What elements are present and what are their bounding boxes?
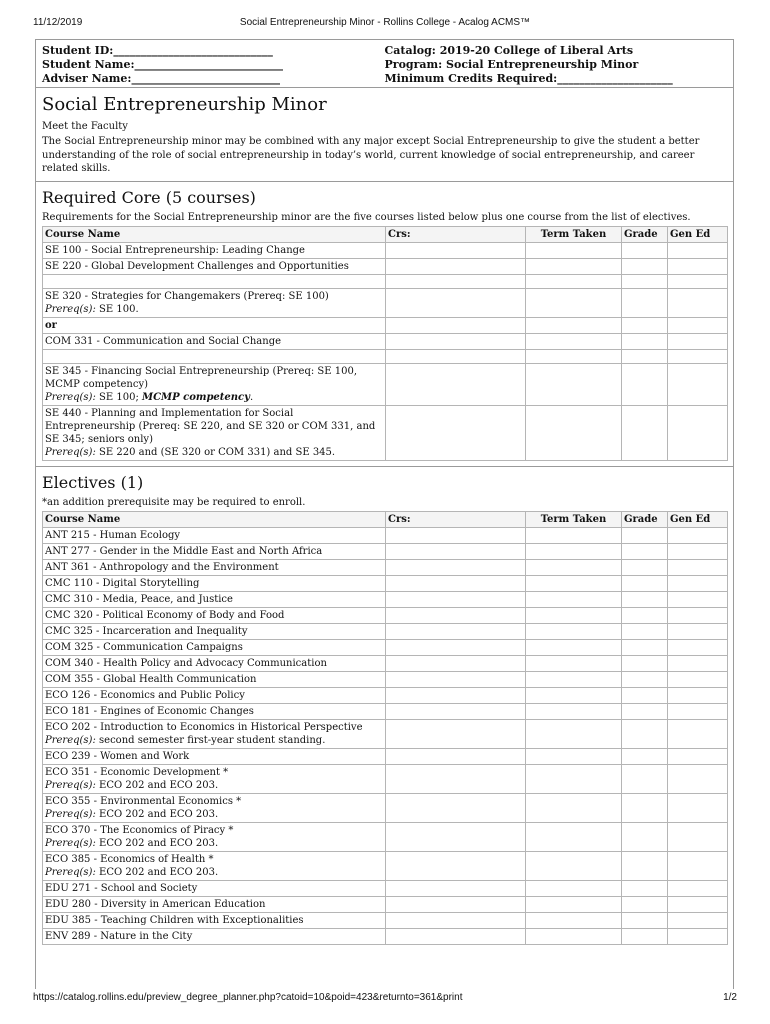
prereq-text: SE 220 and (SE 320 or COM 331) and SE 345. <box>95 446 336 458</box>
term-cell[interactable] <box>526 639 622 655</box>
course-cell-se-320 <box>43 288 386 317</box>
or-label: or <box>43 317 386 333</box>
table-row <box>43 671 728 687</box>
grade-cell[interactable] <box>622 671 668 687</box>
table-row <box>43 822 728 851</box>
prereq-line <box>45 779 379 792</box>
grade-cell[interactable] <box>622 655 668 671</box>
course-link[interactable]: EDU 385 - Teaching Children with Exceptionalities <box>45 914 304 926</box>
required-core-note: Requirements for the Social Entrepreneurship minor are the five courses listed below plus one course from the list of electives. <box>42 211 691 223</box>
or-row <box>43 317 728 333</box>
credits-cell[interactable] <box>386 623 526 639</box>
grade-cell[interactable] <box>622 639 668 655</box>
course-link-com-331[interactable]: COM 331 - Communication and Social Change <box>43 333 386 349</box>
course-link[interactable]: CMC 110 - Digital Storytelling <box>45 577 200 589</box>
print-date: 11/12/2019 <box>33 17 83 28</box>
term-cell[interactable] <box>526 764 622 793</box>
gened-cell[interactable] <box>668 288 728 317</box>
grade-cell[interactable] <box>622 288 668 317</box>
table-header-row <box>43 226 728 242</box>
col-gen-ed: Gen Ed <box>668 226 728 242</box>
table-row <box>43 623 728 639</box>
required-core-title: Required Core (5 courses) <box>42 187 256 207</box>
table-row <box>43 687 728 703</box>
table-row <box>43 363 728 405</box>
electives-note: *an addition prerequisite may be required to enroll. <box>42 496 306 508</box>
credits-cell[interactable] <box>386 242 526 258</box>
required-core-table <box>42 226 728 461</box>
table-row <box>43 559 728 575</box>
term-cell[interactable] <box>526 671 622 687</box>
gened-cell[interactable] <box>668 719 728 748</box>
spacer-cell <box>622 317 668 333</box>
course-link[interactable]: EDU 271 - School and Society <box>45 882 198 894</box>
gened-cell[interactable] <box>668 655 728 671</box>
course-link[interactable]: COM 325 - Communication Campaigns <box>45 641 243 653</box>
prereq-text: SE 100. <box>95 303 139 315</box>
electives-title: Electives (1) <box>42 472 144 492</box>
grade-cell[interactable] <box>622 527 668 543</box>
table-row <box>43 543 728 559</box>
course-cell <box>43 543 386 559</box>
course-cell <box>43 822 386 851</box>
course-link[interactable]: ENV 289 - Nature in the City <box>45 930 193 942</box>
term-cell[interactable] <box>526 896 622 912</box>
credits-cell[interactable] <box>386 687 526 703</box>
credits-cell[interactable] <box>386 851 526 880</box>
term-cell[interactable] <box>526 928 622 944</box>
gened-cell[interactable] <box>668 363 728 405</box>
gened-cell[interactable] <box>668 591 728 607</box>
prereq-label: Prereq(s): <box>45 779 96 791</box>
table-row <box>43 896 728 912</box>
electives-table <box>42 511 728 945</box>
col-credits: Crs: <box>386 226 526 242</box>
term-cell[interactable] <box>526 405 622 460</box>
program-description: The Social Entrepreneurship minor may be combined with any major except Social Entrepreneurship to give the student a better understanding of the role of social entrepreneurship in today’s world, current knowledge of social entrepreneurship, and career related skills. <box>42 136 700 174</box>
prereq-text: ECO 202 and ECO 203. <box>95 837 219 849</box>
col-grade: Grade <box>622 511 668 527</box>
credits-cell[interactable] <box>386 912 526 928</box>
table-row <box>43 748 728 764</box>
grade-cell[interactable] <box>622 607 668 623</box>
grade-cell[interactable] <box>622 687 668 703</box>
term-cell[interactable] <box>526 793 622 822</box>
course-link[interactable]: CMC 310 - Media, Peace, and Justice <box>45 593 233 605</box>
course-link[interactable]: ECO 355 - Environmental Economics * <box>45 795 242 807</box>
spacer-row <box>43 349 728 363</box>
prereq-period: . <box>249 391 254 403</box>
term-cell[interactable] <box>526 851 622 880</box>
grade-cell[interactable] <box>622 880 668 896</box>
electives-section <box>36 467 733 950</box>
course-cell <box>43 687 386 703</box>
spacer-cell <box>668 317 728 333</box>
program-label: Program: Social Entrepreneurship Minor <box>384 58 639 71</box>
grade-cell[interactable] <box>622 896 668 912</box>
prereq-line <box>45 734 379 747</box>
course-link[interactable]: ECO 370 - The Economics of Piracy * <box>45 824 234 836</box>
credits-cell[interactable] <box>386 719 526 748</box>
col-grade: Grade <box>622 226 668 242</box>
term-cell[interactable] <box>526 748 622 764</box>
table-row <box>43 333 728 349</box>
gened-cell[interactable] <box>668 543 728 559</box>
spacer-cell <box>386 349 526 363</box>
table-row <box>43 591 728 607</box>
term-cell[interactable] <box>526 912 622 928</box>
course-link-se-220[interactable]: SE 220 - Global Development Challenges and Opportunities <box>43 258 386 274</box>
course-cell <box>43 719 386 748</box>
grade-cell[interactable] <box>622 623 668 639</box>
term-cell[interactable] <box>526 703 622 719</box>
table-row <box>43 242 728 258</box>
minimum-credits-field: Minimum Credits Required:_____________________ <box>384 72 673 85</box>
grade-cell[interactable] <box>622 543 668 559</box>
course-link[interactable]: ANT 215 - Human Ecology <box>45 529 181 541</box>
course-link[interactable]: ANT 277 - Gender in the Middle East and North Africa <box>45 545 323 557</box>
spacer-cell <box>526 349 622 363</box>
credits-cell[interactable] <box>386 363 526 405</box>
grade-cell[interactable] <box>622 851 668 880</box>
course-link[interactable]: ANT 361 - Anthropology and the Environment <box>45 561 279 573</box>
course-link[interactable]: CMC 325 - Incarceration and Inequality <box>45 625 248 637</box>
prereq-text: ECO 202 and ECO 203. <box>95 866 219 878</box>
grade-cell[interactable] <box>622 405 668 460</box>
gened-cell[interactable] <box>668 764 728 793</box>
student-id-field: Student ID:_____________________________ <box>42 44 273 57</box>
required-core-section <box>36 182 733 467</box>
adviser-name-field: Adviser Name:___________________________ <box>42 72 280 85</box>
term-cell[interactable] <box>526 623 622 639</box>
col-course-name: Course Name <box>43 226 386 242</box>
table-row <box>43 527 728 543</box>
table-row <box>43 607 728 623</box>
term-cell[interactable] <box>526 559 622 575</box>
course-cell <box>43 880 386 896</box>
course-cell <box>43 703 386 719</box>
gened-cell[interactable] <box>668 703 728 719</box>
table-row <box>43 639 728 655</box>
prereq-text: second semester first-year student standing. <box>95 734 326 746</box>
col-term-taken: Term Taken <box>526 511 622 527</box>
credits-cell[interactable] <box>386 258 526 274</box>
term-cell[interactable] <box>526 258 622 274</box>
prereq-label: Prereq(s): <box>45 837 96 849</box>
credits-cell[interactable] <box>386 671 526 687</box>
credits-cell[interactable] <box>386 333 526 349</box>
credits-cell[interactable] <box>386 748 526 764</box>
term-cell[interactable] <box>526 719 622 748</box>
table-header-row <box>43 511 728 527</box>
term-cell[interactable] <box>526 822 622 851</box>
grade-cell[interactable] <box>622 363 668 405</box>
course-cell <box>43 607 386 623</box>
grade-cell[interactable] <box>622 793 668 822</box>
table-row <box>43 288 728 317</box>
grade-cell[interactable] <box>622 928 668 944</box>
course-link[interactable]: ECO 385 - Economics of Health * <box>45 853 214 865</box>
table-row <box>43 703 728 719</box>
credits-cell[interactable] <box>386 527 526 543</box>
credits-cell[interactable] <box>386 703 526 719</box>
grade-cell[interactable] <box>622 258 668 274</box>
spacer-cell <box>43 274 386 288</box>
student-info-box <box>36 40 733 88</box>
prereq-text: SE 100; <box>95 391 142 403</box>
table-row <box>43 928 728 944</box>
course-link[interactable]: ECO 351 - Economic Development * <box>45 766 229 778</box>
course-cell <box>43 851 386 880</box>
table-row <box>43 880 728 896</box>
gened-cell[interactable] <box>668 912 728 928</box>
prereq-text: ECO 202 and ECO 203. <box>95 779 219 791</box>
col-gen-ed: Gen Ed <box>668 511 728 527</box>
degree-planner-sheet <box>35 39 734 989</box>
table-row <box>43 719 728 748</box>
credits-cell[interactable] <box>386 288 526 317</box>
spacer-cell <box>668 349 728 363</box>
prereq-line <box>45 391 379 404</box>
student-name-field: Student Name:___________________________ <box>42 58 284 71</box>
prereq-line <box>45 303 379 316</box>
grade-cell[interactable] <box>622 242 668 258</box>
print-url: https://catalog.rollins.edu/preview_degree_planner.php?catoid=10&poid=423&returnto=361&print <box>33 992 463 1003</box>
course-cell-se-345 <box>43 363 386 405</box>
gened-cell[interactable] <box>668 258 728 274</box>
prereq-label: Prereq(s): <box>45 303 96 315</box>
print-header <box>33 17 737 31</box>
prereq-label: Prereq(s): <box>45 866 96 878</box>
table-row <box>43 258 728 274</box>
credits-cell[interactable] <box>386 639 526 655</box>
print-page-title: Social Entrepreneurship Minor - Rollins College - Acalog ACMS™ <box>239 17 531 28</box>
col-term-taken: Term Taken <box>526 226 622 242</box>
col-credits: Crs: <box>386 511 526 527</box>
prereq-line <box>45 808 379 821</box>
term-cell[interactable] <box>526 242 622 258</box>
credits-cell[interactable] <box>386 405 526 460</box>
spacer-cell <box>526 317 622 333</box>
credits-cell[interactable] <box>386 764 526 793</box>
student-info-right <box>385 44 728 84</box>
grade-cell[interactable] <box>622 559 668 575</box>
course-cell <box>43 748 386 764</box>
credits-cell[interactable] <box>386 880 526 896</box>
intro-section <box>36 88 733 182</box>
spacer-cell <box>622 274 668 288</box>
course-cell <box>43 764 386 793</box>
course-link[interactable]: ECO 181 - Engines of Economic Changes <box>45 705 254 717</box>
gened-cell[interactable] <box>668 928 728 944</box>
course-link[interactable]: COM 355 - Global Health Communication <box>45 673 257 685</box>
meet-the-faculty-link[interactable]: Meet the Faculty <box>42 121 128 132</box>
grade-cell[interactable] <box>622 748 668 764</box>
course-link[interactable]: ECO 202 - Introduction to Economics in Historical Perspective <box>45 721 363 733</box>
credits-cell[interactable] <box>386 559 526 575</box>
term-cell[interactable] <box>526 527 622 543</box>
course-cell <box>43 928 386 944</box>
credits-cell[interactable] <box>386 591 526 607</box>
prereq-label: Prereq(s): <box>45 446 96 458</box>
col-course-name: Course Name <box>43 511 386 527</box>
table-row <box>43 851 728 880</box>
gened-cell[interactable] <box>668 242 728 258</box>
table-row <box>43 793 728 822</box>
course-cell <box>43 623 386 639</box>
course-link[interactable]: CMC 320 - Political Economy of Body and Food <box>45 609 285 621</box>
prereq-label: Prereq(s): <box>45 391 96 403</box>
spacer-cell <box>668 274 728 288</box>
credits-cell[interactable] <box>386 655 526 671</box>
course-link-se-100[interactable]: SE 100 - Social Entrepreneurship: Leading Change <box>43 242 386 258</box>
grade-cell[interactable] <box>622 764 668 793</box>
gened-cell[interactable] <box>668 851 728 880</box>
gened-cell[interactable] <box>668 748 728 764</box>
credits-cell[interactable] <box>386 928 526 944</box>
grade-cell[interactable] <box>622 912 668 928</box>
course-cell <box>43 559 386 575</box>
term-cell[interactable] <box>526 288 622 317</box>
course-link[interactable]: ECO 126 - Economics and Public Policy <box>45 689 245 701</box>
gened-cell[interactable] <box>668 405 728 460</box>
table-row <box>43 912 728 928</box>
table-row <box>43 575 728 591</box>
grade-cell[interactable] <box>622 703 668 719</box>
course-link[interactable]: EDU 280 - Diversity in American Education <box>45 898 266 910</box>
table-row <box>43 405 728 460</box>
spacer-cell <box>386 317 526 333</box>
prereq-competency: MCMP competency <box>142 391 250 403</box>
program-title: Social Entrepreneurship Minor <box>42 94 327 115</box>
gened-cell[interactable] <box>668 687 728 703</box>
spacer-cell <box>622 349 668 363</box>
course-cell <box>43 639 386 655</box>
course-link-se-345[interactable]: SE 345 - Financing Social Entrepreneurship (Prereq: SE 100, MCMP competency) <box>45 365 358 390</box>
spacer-cell <box>526 274 622 288</box>
spacer-row <box>43 274 728 288</box>
credits-cell[interactable] <box>386 896 526 912</box>
term-cell[interactable] <box>526 333 622 349</box>
course-link-se-440[interactable]: SE 440 - Planning and Implementation for Social Entrepreneurship (Prereq: SE 220, and SE 320 or COM 331, and SE 345; seniors only) <box>45 407 376 445</box>
course-cell <box>43 793 386 822</box>
prereq-text: ECO 202 and ECO 203. <box>95 808 219 820</box>
course-cell <box>43 896 386 912</box>
credits-cell[interactable] <box>386 607 526 623</box>
student-info-left <box>42 44 385 84</box>
credits-cell[interactable] <box>386 822 526 851</box>
grade-cell[interactable] <box>622 591 668 607</box>
credits-cell[interactable] <box>386 793 526 822</box>
gened-cell[interactable] <box>668 793 728 822</box>
prereq-line <box>45 837 379 850</box>
grade-cell[interactable] <box>622 575 668 591</box>
term-cell[interactable] <box>526 363 622 405</box>
grade-cell[interactable] <box>622 333 668 349</box>
course-link[interactable]: ECO 239 - Women and Work <box>45 750 190 762</box>
prereq-line <box>45 866 379 879</box>
table-row <box>43 764 728 793</box>
term-cell[interactable] <box>526 687 622 703</box>
gened-cell[interactable] <box>668 822 728 851</box>
term-cell[interactable] <box>526 607 622 623</box>
gened-cell[interactable] <box>668 880 728 896</box>
gened-cell[interactable] <box>668 896 728 912</box>
grade-cell[interactable] <box>622 822 668 851</box>
course-cell-se-440 <box>43 405 386 460</box>
gened-cell[interactable] <box>668 623 728 639</box>
electives-body <box>43 527 728 944</box>
course-cell <box>43 575 386 591</box>
prereq-line <box>45 446 379 459</box>
gened-cell[interactable] <box>668 575 728 591</box>
catalog-label: Catalog: 2019-20 College of Liberal Arts <box>384 44 634 57</box>
grade-cell[interactable] <box>622 719 668 748</box>
gened-cell[interactable] <box>668 607 728 623</box>
course-link[interactable]: COM 340 - Health Policy and Advocacy Communication <box>45 657 327 669</box>
course-cell <box>43 527 386 543</box>
course-cell <box>43 591 386 607</box>
course-cell <box>43 655 386 671</box>
print-footer <box>33 992 737 1006</box>
gened-cell[interactable] <box>668 559 728 575</box>
credits-cell[interactable] <box>386 575 526 591</box>
spacer-cell <box>386 274 526 288</box>
gened-cell[interactable] <box>668 639 728 655</box>
course-cell <box>43 671 386 687</box>
gened-cell[interactable] <box>668 333 728 349</box>
course-cell <box>43 912 386 928</box>
table-row <box>43 655 728 671</box>
gened-cell[interactable] <box>668 527 728 543</box>
term-cell[interactable] <box>526 880 622 896</box>
term-cell[interactable] <box>526 575 622 591</box>
term-cell[interactable] <box>526 543 622 559</box>
term-cell[interactable] <box>526 655 622 671</box>
prereq-label: Prereq(s): <box>45 734 96 746</box>
page-number: 1/2 <box>723 992 737 1003</box>
gened-cell[interactable] <box>668 671 728 687</box>
term-cell[interactable] <box>526 591 622 607</box>
course-link-se-320[interactable]: SE 320 - Strategies for Changemakers (Prereq: SE 100) <box>45 290 329 302</box>
spacer-cell <box>43 349 386 363</box>
prereq-label: Prereq(s): <box>45 808 96 820</box>
credits-cell[interactable] <box>386 543 526 559</box>
